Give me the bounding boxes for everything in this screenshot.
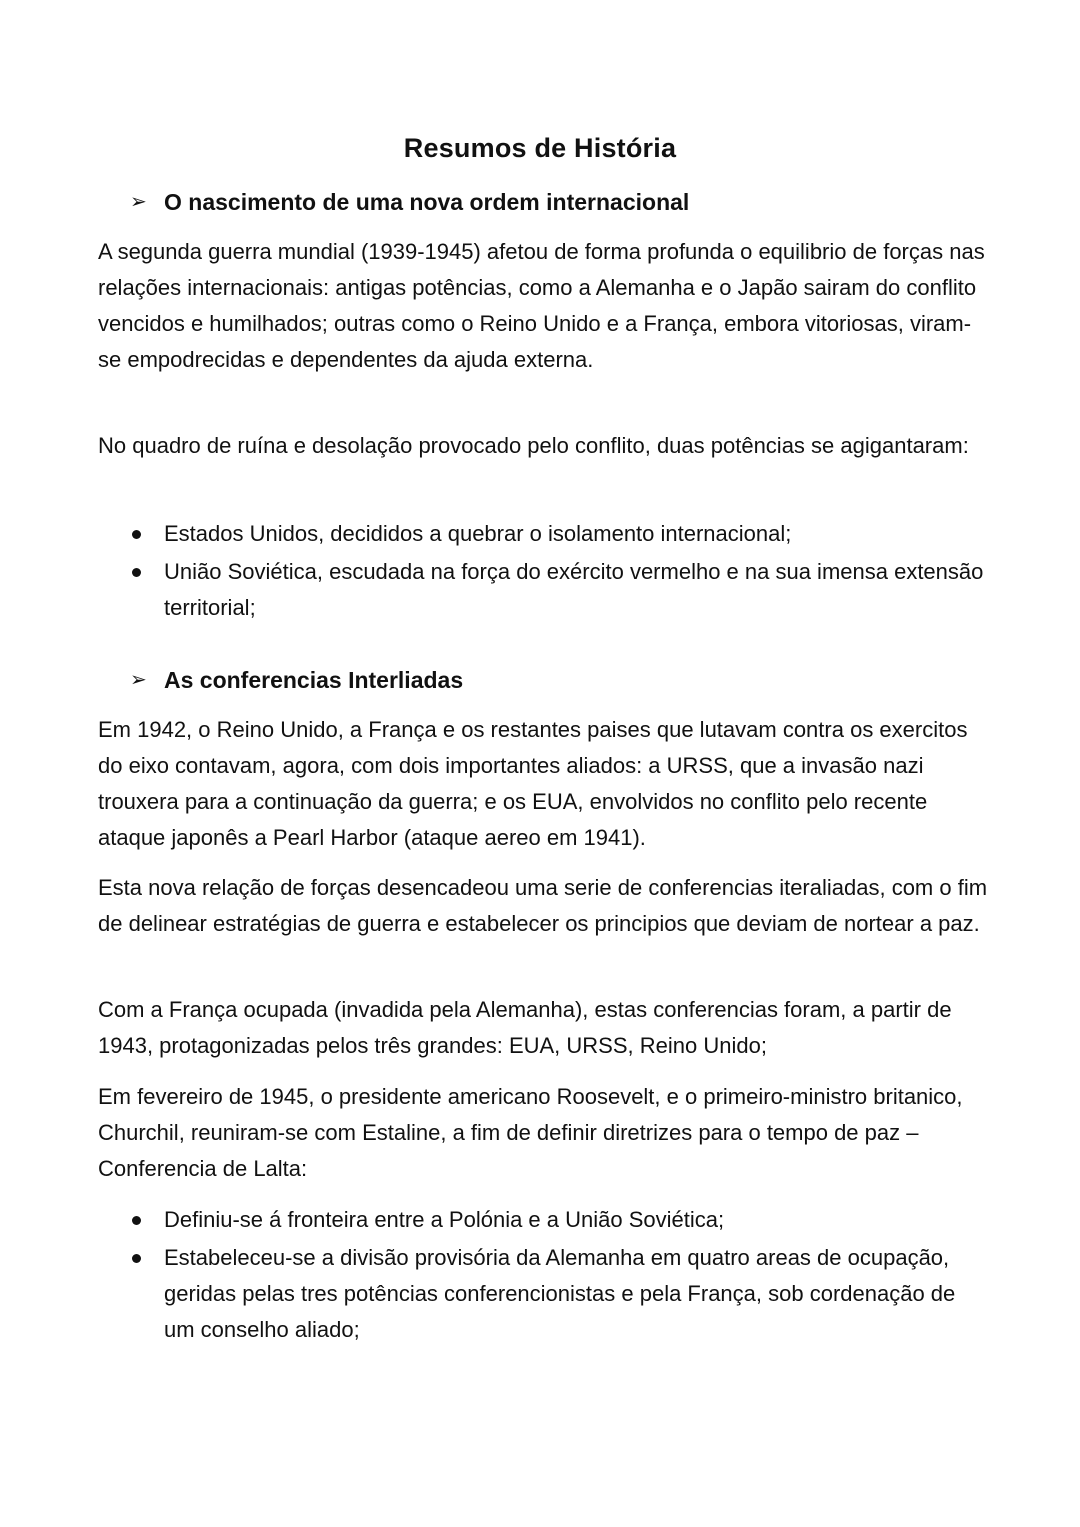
list-item-text: União Soviética, escudada na força do exército vermelho e na sua imensa extensão territorial; (164, 559, 984, 620)
section-heading-conferencias (130, 664, 463, 696)
bullet-list (98, 1202, 988, 1350)
bullet-list (98, 516, 988, 628)
paragraph: A segunda guerra mundial (1939-1945) afetou de forma profunda o equilibrio de forças nas relações internacionais: antigas potências, como a Alemanha e o Japão sairam do conflito vencidos e humilhados; outras como o Reino Unido e a França, embora vitoriosas, viram-se empodrecidas e dependentes da ajuda externa. (98, 239, 985, 372)
paragraph: Com a França ocupada (invadida pela Alemanha), estas conferencias foram, a partir de 1943, protagonizadas pelos três grandes: EUA, URSS, Reino Unido; (98, 997, 952, 1058)
section-heading-label: As conferencias Interliadas (164, 667, 464, 693)
list-item-text: Estabeleceu-se a divisão provisória da Alemanha em quatro areas de ocupação, geridas pelas tres potências conferencionistas e pela França, sob cordenação de um conselho aliado; (164, 1245, 956, 1342)
bullet-dot-icon (132, 1254, 141, 1263)
page-title: Resumos de História (403, 133, 677, 163)
list-item-text: Estados Unidos, decididos a quebrar o isolamento internacional; (164, 521, 792, 546)
list-item (98, 1202, 988, 1238)
section-heading-label: O nascimento de uma nova ordem internacional (164, 189, 690, 215)
bullet-dot-icon (132, 530, 141, 539)
list-item (98, 554, 988, 626)
paragraph: Em fevereiro de 1945, o presidente americano Roosevelt, e o primeiro-ministro britanico, Churchil, reuniram-se com Estaline, a fim de definir diretrizes para o tempo de paz – Conferencia de Lalta: (98, 1084, 963, 1181)
arrowhead-right-icon: ➢ (130, 669, 147, 691)
list-item (98, 1240, 988, 1348)
bullet-dot-icon (132, 568, 141, 577)
paragraph: Esta nova relação de forças desencadeou uma serie de conferencias iteraliadas, com o fim de delinear estratégias de guerra e estabelecer os principios que deviam de nortear a paz. (98, 875, 988, 936)
list-item-text: Definiu-se á fronteira entre a Polónia e a União Soviética; (164, 1207, 725, 1232)
list-item (98, 516, 988, 552)
paragraph: Em 1942, o Reino Unido, a França e os restantes paises que lutavam contra os exercitos do eixo contavam, agora, com dois importantes aliados: a URSS, que a invasão nazi trouxera para a continuação da guerra; e os EUA, envolvidos no conflito pelo recente ataque japonês a Pearl Harbor (ataque aereo em 1941). (98, 717, 968, 850)
bullet-dot-icon (132, 1216, 141, 1225)
arrowhead-right-icon: ➢ (130, 191, 147, 213)
section-heading-nova-ordem (130, 186, 689, 218)
paragraph: No quadro de ruína e desolação provocado pelo conflito, duas potências se agigantaram: (98, 433, 969, 458)
